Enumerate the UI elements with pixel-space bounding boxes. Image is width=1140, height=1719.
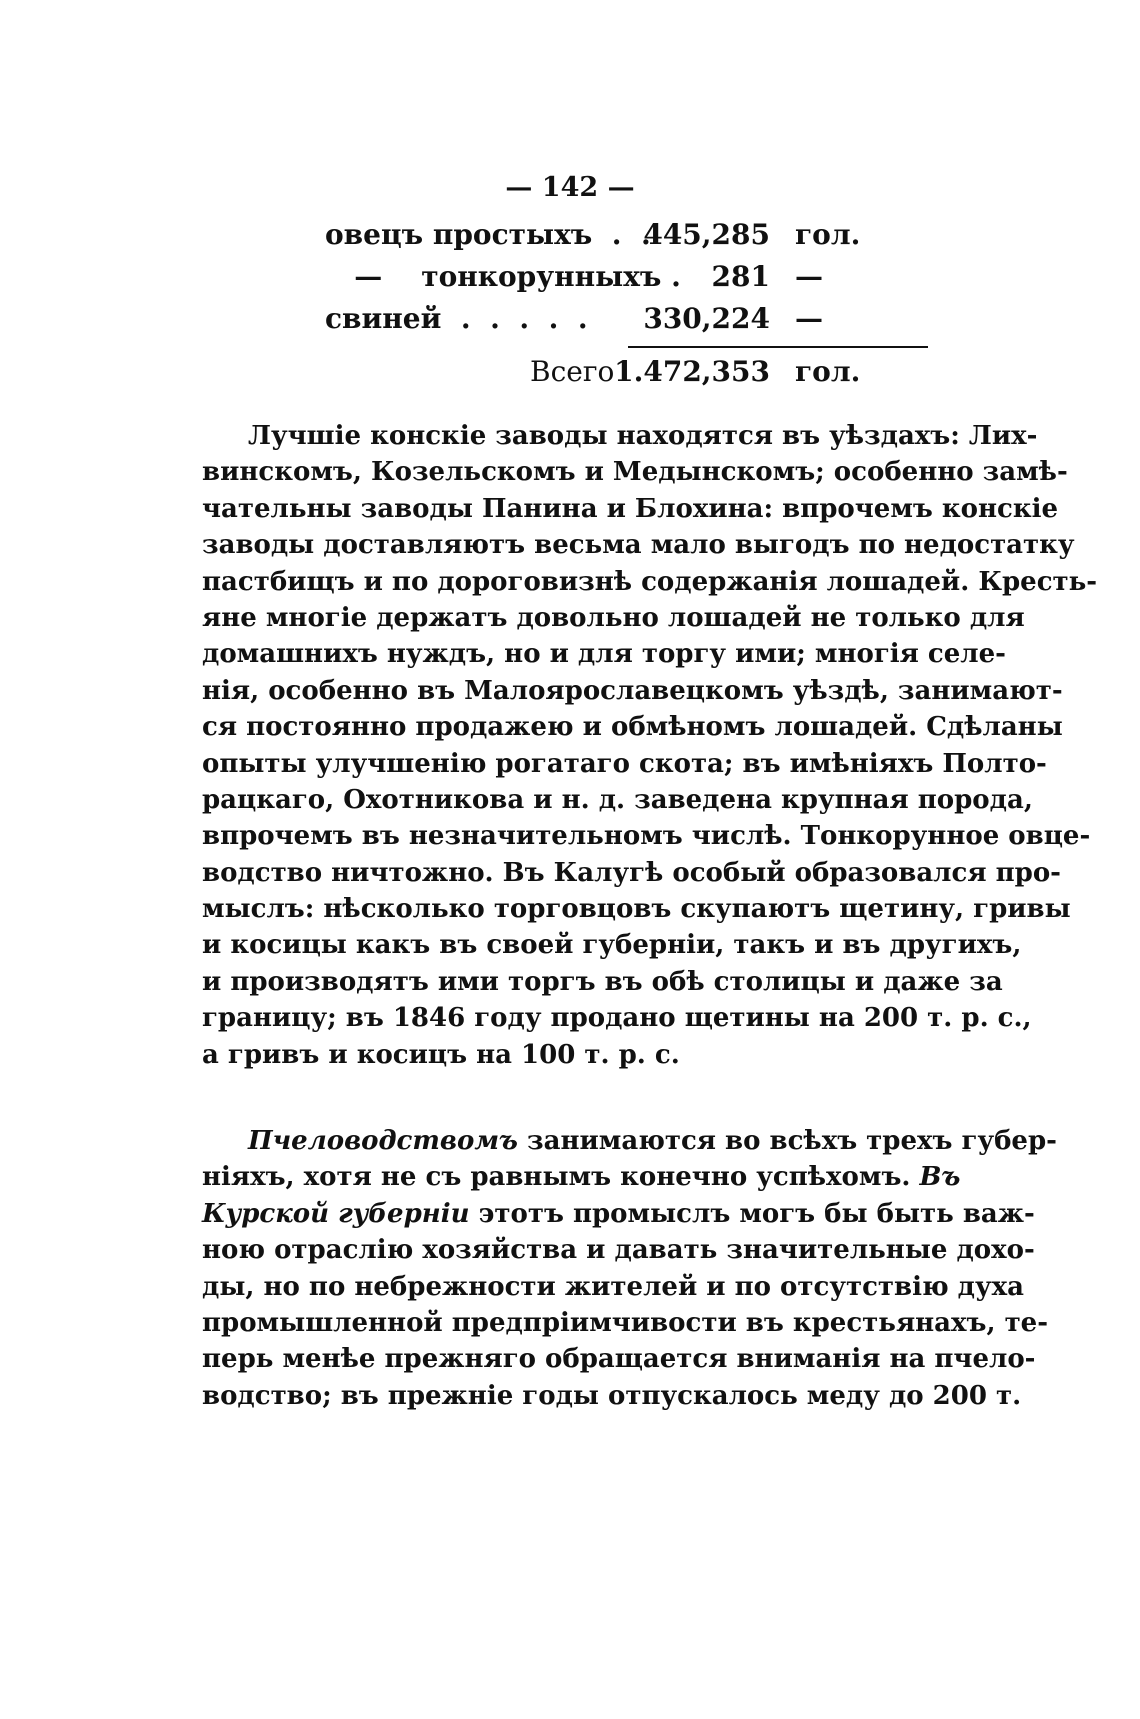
italic-term: Пчеловодствомъ <box>248 1126 518 1156</box>
text-line: водство; въ прежніе годы отпускалось меду до 200 т. <box>202 1380 1022 1411</box>
text-line: ся постоянно продажею и обмѣномъ лошадей. Сдѣланы <box>202 712 1063 743</box>
text-line: Лучшіе конскіе заводы находятся въ уѣздахъ: Лих- <box>248 421 1038 451</box>
text-line: промышленной предпріимчивости въ крестьянахъ, те- <box>202 1307 1049 1338</box>
text-line: яне многіе держатъ довольно лошадей не только для <box>202 602 1025 633</box>
stat-unit: гол. <box>795 218 861 251</box>
livestock-stats-table <box>325 218 861 344</box>
total-unit: гол. <box>795 355 861 388</box>
stat-unit: — <box>795 260 823 293</box>
stat-unit: — <box>795 302 823 335</box>
text-span: ніяхъ, хотя не съ равнымъ конечно успѣхомъ. <box>202 1162 911 1193</box>
text-line: границу; въ 1846 году продано щетины на 200 т. р. с., <box>202 1003 1032 1034</box>
text-line: опыты улучшенію рогатаго скота; въ имѣніяхъ Полто- <box>202 748 1047 779</box>
stat-label: свиней . . . . . <box>325 302 588 335</box>
text-line: водство ничтожно. Въ Калугѣ особый образовался про- <box>202 857 1061 888</box>
text-line: мыслъ: нѣсколько торговцовъ скупаютъ щетину, гривы <box>202 894 1071 925</box>
total-rule <box>628 346 928 348</box>
text-line <box>202 1196 1035 1232</box>
text-line: нія, особенно въ Малоярославецкомъ уѣздѣ, занимают- <box>202 675 1063 706</box>
stat-row-pigs <box>325 302 855 344</box>
stat-total-row <box>325 355 861 397</box>
text-line: заводы доставляютъ весьма мало выгодъ по недостатку <box>202 530 1075 561</box>
page-number: — 142 — <box>505 172 635 203</box>
text-line: винскомъ, Козельскомъ и Медынскомъ; особенно замѣ- <box>202 457 1068 488</box>
stat-value: 445,285 <box>643 218 770 251</box>
stat-label: — тонкорунныхъ . <box>325 260 681 293</box>
text-line: ды, но по небрежности жителей и по отсутствію духа <box>202 1271 1024 1302</box>
stat-label: овецъ простыхъ . . <box>325 218 651 251</box>
paragraph-beekeeping <box>202 1123 1057 1414</box>
stat-row-sheep-simple <box>325 218 861 260</box>
text-line: впрочемъ въ незначительномъ числѣ. Тонкорунное овце- <box>202 821 1091 852</box>
italic-term: Курской губерніи <box>202 1198 470 1229</box>
text-line: пастбищъ и по дороговизнѣ содержанія лошадей. Кресть- <box>202 566 1098 597</box>
text-span: занимаются во всѣхъ трехъ губер- <box>517 1126 1057 1156</box>
text-line <box>202 1123 1057 1159</box>
stat-value: 281 <box>711 260 770 293</box>
text-line: перь менѣе прежняго обращается вниманія на пчело- <box>202 1344 1036 1375</box>
italic-term: Въ <box>910 1162 961 1193</box>
text-line: рацкаго, Охотникова и н. д. заведена крупная порода, <box>202 784 1033 815</box>
stat-value: 330,224 <box>643 302 770 335</box>
text-line: домашнихъ нуждъ, но и для торгу ими; многія селе- <box>202 639 1006 670</box>
text-line: а гривъ и косицъ на 100 т. р. с. <box>202 1039 680 1070</box>
total-label: Всего <box>530 355 615 388</box>
text-span: этотъ промыслъ могъ бы быть важ- <box>469 1198 1035 1229</box>
text-line: ною отраслію хозяйства и давать значительные дохо- <box>202 1235 1035 1266</box>
text-line <box>202 1159 961 1195</box>
text-line: чательны заводы Панина и Блохина: впрочемъ конскіе <box>202 493 1059 524</box>
stat-row-sheep-finewool <box>325 260 855 302</box>
paragraph-horse-breeding <box>202 418 1098 1073</box>
text-line: и косицы какъ въ своей губерніи, такъ и въ другихъ, <box>202 930 1022 961</box>
total-value: 1.472,353 <box>614 355 770 388</box>
text-line: и производятъ ими торгъ въ обѣ столицы и даже за <box>202 966 1003 997</box>
